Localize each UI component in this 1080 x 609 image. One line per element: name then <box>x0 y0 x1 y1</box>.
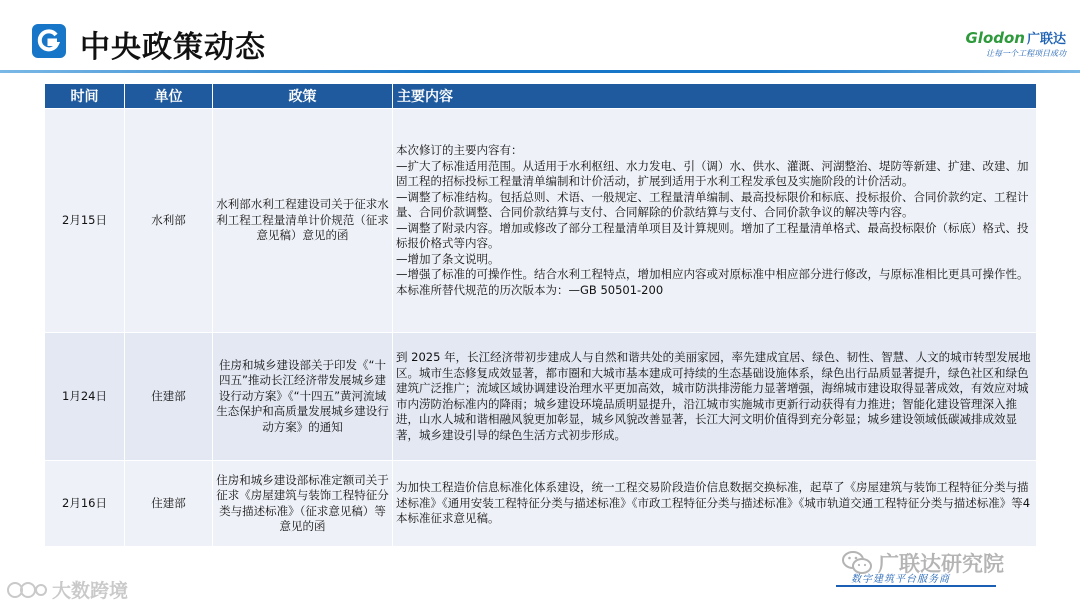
company-logo-g <box>32 24 66 58</box>
content-line: —增强了标准的可操作性。结合水利工程特点，增加相应内容或对原标准中相应部分进行修改，与原标准相比更具可操作性。 <box>396 267 1029 281</box>
g-logo-icon <box>37 29 61 53</box>
content-line: —调整了标准结构。包括总则、术语、一般规定、工程量清单编制、最高投标限价和标底、投标报价、合同价款约定、工程计量、合同价款调整、合同价款结算与支付、合同解除的价款结算与支付、合同价款争议的解决等内容。 <box>396 189 1029 219</box>
policy-table <box>44 83 1037 547</box>
cell-content <box>393 333 1037 461</box>
platform-slogan: 数字建筑平台服务商 <box>851 574 950 585</box>
cell-content <box>393 109 1037 333</box>
content-line: 本标准所替代规范的历次版本为：—GB 50501-200 <box>396 282 664 297</box>
cell-policy: 住房和城乡建设部标准定额司关于征求《房屋建筑与装饰工程特征分类与描述标准》（征求意见稿）等意见的函 <box>213 461 393 547</box>
table-row <box>45 461 1037 547</box>
cell-date: 1月24日 <box>45 333 125 461</box>
watermark-right-text: 广联达研究院 <box>878 552 1004 576</box>
cell-unit: 水利部 <box>125 109 213 333</box>
content-line: 为加快工程造价信息标准化体系建设，统一工程交易阶段造价信息数据交换标准，起草了《房屋建筑与装饰工程特征分类与描述标准》《通用安装工程特征分类与描述标准》《市政工程特征分类与描述标准》《城市轨道交通工程特征分类与描述标准》等4本标准征求意见稿。 <box>396 480 1031 526</box>
page-title: 中央政策动态 <box>80 30 266 65</box>
brand-slogan: 让每一个工程项目成功 <box>986 49 1066 58</box>
brand-name-en: Glodon <box>965 29 1025 47</box>
table-header-row <box>45 84 1037 109</box>
header-divider <box>0 70 1080 73</box>
content-line: —增加了条文说明。 <box>396 251 500 266</box>
watermark-logo-icon <box>6 579 48 601</box>
content-line: 到 2025 年，长江经济带初步建成人与自然和谐共处的美丽家园，率先建成宜居、绿色、韧性、智慧、人文的城市转型发展地区。城市生态修复成效显著，都市圈和大城市基本建成可持续的生态基础设施体系，绿色出行品质显著提升，绿色社区和绿色建筑广泛推广；流域区域协调建设治理水平更加高效，城市防洪排涝能力显著增强，海绵城市建设取得显著成效，有效应对城市内涝防治标准内的降雨；城乡建设环境品质明显提升，沿江城市实施城市更新行动获得有力推进；智能化建设管理深入推进，山水人城和谐相融风貌更加彰显，城乡风貌改善显著，长江大河文明价值得到充分彰显；城乡建设领域低碳减排成效显著，城乡建设引导的绿色生活方式初步形成。 <box>396 350 1031 442</box>
cell-date: 2月16日 <box>45 461 125 547</box>
watermark-left <box>6 576 128 603</box>
content-line: 本次修订的主要内容有： <box>396 143 523 157</box>
cell-date: 2月15日 <box>45 109 125 333</box>
cell-unit: 住建部 <box>125 461 213 547</box>
content-line: —调整了附录内容。增加或修改了部分工程量清单项目及计算规则。增加了工程量清单格式、最高投标限价（标底）格式、投标报价格式等内容。 <box>396 220 1029 250</box>
cell-policy: 水利部水利工程建设司关于征求水利工程工程量清单计价规范（征求意见稿）意见的函 <box>213 109 393 333</box>
cell-policy: 住房和城乡建设部关于印发《“十四五”推动长江经济带发展城乡建设行动方案》《“十四五”黄河流域生态保护和高质量发展城乡建设行动方案》的通知 <box>213 333 393 461</box>
column-header-content: 主要内容 <box>393 84 1037 109</box>
cell-content <box>393 461 1037 547</box>
watermark-left-text: 大数跨境 <box>52 580 129 602</box>
content-line: —扩大了标准适用范围。从适用于水利枢纽、水力发电、引（调）水、供水、灌溉、河湖整治、堤防等新建、扩建、改建、加固工程的招标投标工程量清单编制和计价活动，扩展到适用于水利工程发承包及实施阶段的计价活动。 <box>396 158 1029 188</box>
column-header-policy: 政策 <box>213 84 393 109</box>
platform-underline <box>836 585 996 587</box>
brand-block <box>916 28 1066 59</box>
brand-name <box>916 28 1066 47</box>
brand-name-cn: 广联达 <box>1026 32 1066 47</box>
table-row <box>45 109 1037 333</box>
cell-unit: 住建部 <box>125 333 213 461</box>
column-header-date: 时间 <box>45 84 125 109</box>
column-header-unit: 单位 <box>125 84 213 109</box>
table-row <box>45 333 1037 461</box>
